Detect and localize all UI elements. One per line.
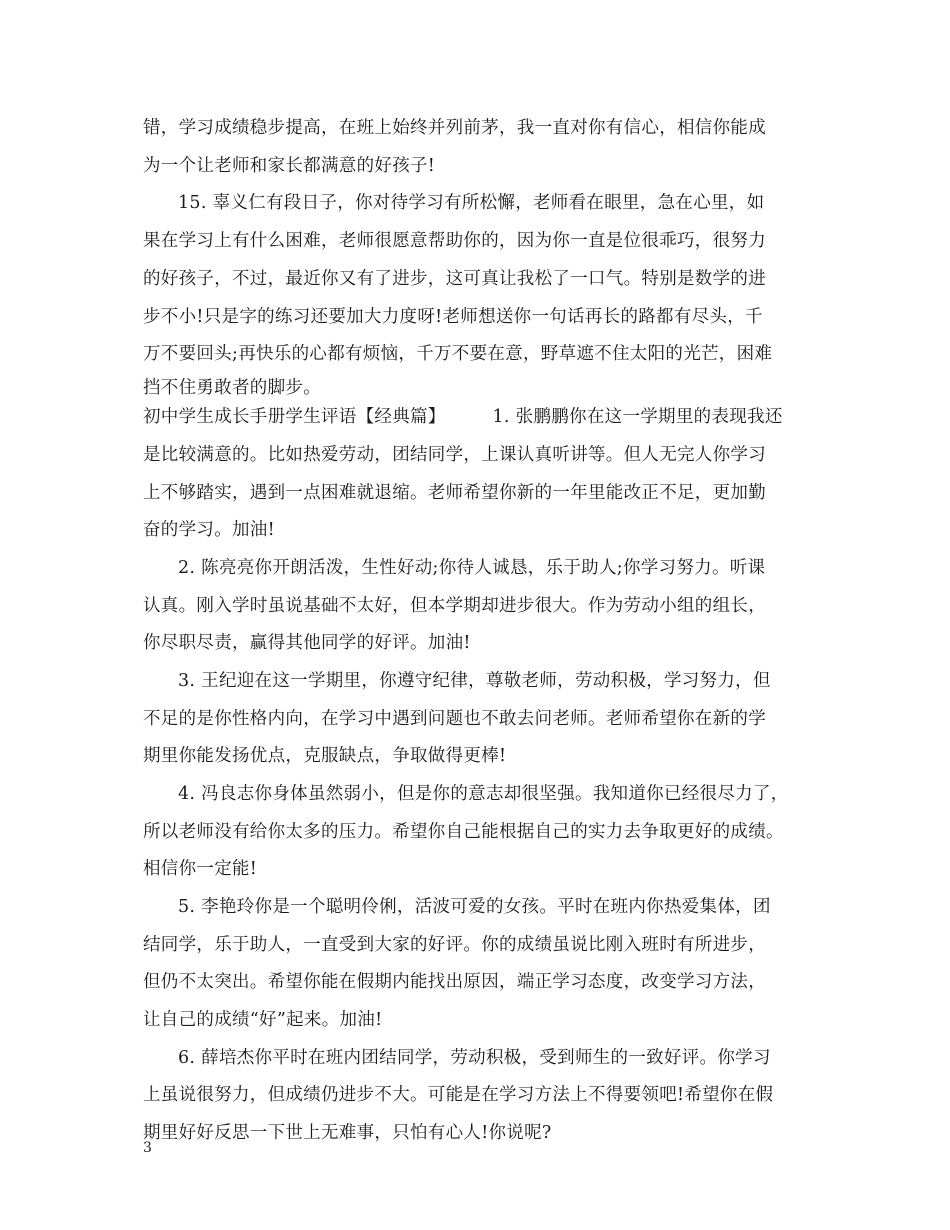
text-line: 结同学，乐于助人，一直受到大家的好评。你的成绩虽说比刚入班时有所进步， bbox=[143, 935, 766, 955]
text-line: 期里你能发扬优点，克服缺点，争取做得更棒! bbox=[143, 746, 507, 766]
text-line: 为一个让老师和家长都满意的好孩子! bbox=[143, 156, 436, 176]
text-line: 不足的是你性格内向，在学习中遇到问题也不敢去问老师。老师希望你在新的学 bbox=[143, 709, 766, 729]
text-line: 让自己的成绩“好”起来。加油! bbox=[143, 1010, 383, 1030]
text-line: 奋的学习。加油! bbox=[143, 520, 275, 540]
text-line: 挡不住勇敢者的脚步。 bbox=[143, 378, 321, 398]
text-line: 步不小!只是字的练习还要加大力度呀!老师想送你一句话再长的路都有尽头，千 bbox=[143, 307, 763, 327]
text-line: 期里好好反思一下世上无难事，只怕有心人!你说呢? bbox=[143, 1123, 552, 1143]
text-line: 的好孩子，不过，最近你又有了进步，这可真让我松了一口气。特别是数学的进 bbox=[143, 269, 766, 289]
text-line: 2. 陈亮亮你开朗活泼，生性好动;你待人诚恳，乐于助人;你学习努力。听课 bbox=[178, 558, 766, 578]
text-line: 是比较满意的。比如热爱劳动，团结同学，上课认真听讲等。但人无完人你学习 bbox=[143, 445, 766, 465]
text-line: 认真。刚入学时虽说基础不太好，但本学期却进步很大。作为劳动小组的组长， bbox=[143, 596, 766, 616]
text-line: 你尽职尽责，赢得其他同学的好评。加油! bbox=[143, 633, 471, 653]
text-line: 15. 辜义仁有段日子，你对待学习有所松懈，老师看在眼里，急在心里，如 bbox=[178, 193, 765, 213]
text-line: 所以老师没有给你太多的压力。希望你自己能根据自己的实力去争取更好的成绩。 bbox=[143, 822, 784, 842]
text-line: 果在学习上有什么困难，老师很愿意帮助你的，因为你一直是位很乖巧，很努力 bbox=[143, 231, 766, 251]
text-line: 但仍不太突出。希望你能在假期内能找出原因，端正学习态度，改变学习方法， bbox=[143, 972, 766, 992]
text-line: 6. 薛培杰你平时在班内团结同学，劳动积极，受到师生的一致好评。你学习 bbox=[178, 1048, 771, 1068]
text-line: 4. 冯良志你身体虽然弱小，但是你的意志却很坚强。我知道你已经很尽力了， bbox=[178, 784, 789, 804]
text-line: 错，学习成绩稳步提高，在班上始终并列前茅，我一直对你有信心，相信你能成 bbox=[143, 118, 766, 138]
section-heading-line: 初中学生成长手册学生评语【经典篇】 1. 张鹏鹏你在这一学期里的表现我还 bbox=[143, 407, 783, 427]
text-line: 上虽说很努力，但成绩仍进步不大。可能是在学习方法上不得要领吧!希望你在假 bbox=[143, 1085, 774, 1105]
text-line: 上不够踏实，遇到一点困难就退缩。老师希望你新的一年里能改正不足，更加勤 bbox=[143, 483, 766, 503]
text-line: 3. 王纪迎在这一学期里，你遵守纪律，尊敬老师，劳动积极，学习努力，但 bbox=[178, 671, 771, 691]
text-line: 5. 李艳玲你是一个聪明伶俐，活波可爱的女孩。平时在班内你热爱集体，团 bbox=[178, 897, 771, 917]
page-number: 3 bbox=[143, 1140, 152, 1156]
text-line: 万不要回头;再快乐的心都有烦恼，千万不要在意，野草遮不住太阳的光芒，困难 bbox=[143, 344, 773, 364]
text-line: 相信你一定能! bbox=[143, 859, 258, 879]
